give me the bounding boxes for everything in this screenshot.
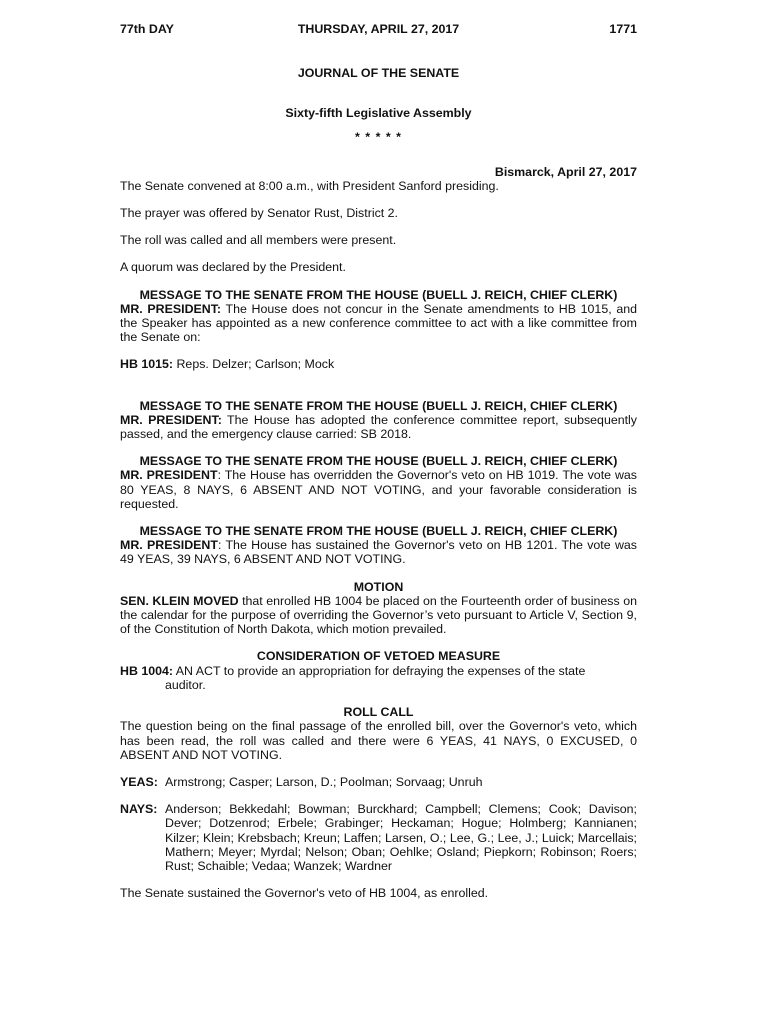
message-lead: MR. PRESIDENT (120, 468, 218, 483)
page-number: 1771 (609, 22, 637, 36)
motion-lead: SEN. KLEIN MOVED (120, 593, 239, 608)
message-lead: MR. PRESIDENT: (120, 301, 222, 316)
message-heading: MESSAGE TO THE SENATE FROM THE HOUSE (BUELL J. REICH, CHIEF CLERK) (139, 398, 618, 413)
running-header (120, 22, 637, 38)
message-text: : The House has sustained the Governor's veto on HB 1201. The vote was 49 YEAS, 39 NAYS, 6 ABSENT AND NOT VOTING. (120, 538, 637, 567)
vetoed-bill-title-continued: auditor. (165, 677, 206, 692)
assembly-name: Sixty-fifth Legislative Assembly (285, 106, 472, 121)
prayer-statement: The prayer was offered by Senator Rust, District 2. (120, 206, 398, 221)
conference-bill-label: HB 1015: (120, 357, 174, 372)
yeas-list (120, 775, 637, 789)
section-separator: * * * * * (355, 130, 402, 145)
closing-statement: The Senate sustained the Governor's veto of HB 1004, as enrolled. (120, 886, 489, 901)
message-text: : The House has overridden the Governor's veto on HB 1019. The vote was 80 YEAS, 8 NAYS, 6 ABSENT AND NOT VOTING, and your favorable consideration is requested. (120, 468, 637, 511)
legislative-day: 77th DAY (120, 22, 174, 36)
vetoed-measure-body (120, 664, 637, 692)
conference-members: Reps. Delzer; Carlson; Mock (173, 357, 335, 372)
roll-call-heading: ROLL CALL (343, 705, 414, 720)
vetoed-measure-heading: CONSIDERATION OF VETOED MEASURE (256, 649, 501, 664)
header-date: THURSDAY, APRIL 27, 2017 (297, 22, 460, 36)
roll-statement: The roll was called and all members were present. (120, 233, 397, 248)
motion-body (120, 594, 637, 637)
message-text: The House does not concur in the Senate amendments to HB 1015, and the Speaker has appointed as a new conference committee to act with a like committee from the Senate on: (120, 301, 637, 345)
message-lead: MR. PRESIDENT: (120, 412, 222, 427)
message-lead: MR. PRESIDENT (120, 538, 218, 553)
journal-title: JOURNAL OF THE SENATE (297, 66, 460, 80)
yeas-names: Armstrong; Casper; Larson, D.; Poolman; Sorvaag; Unruh (165, 774, 483, 789)
journal-page (120, 22, 637, 900)
roll-call-text: The question being on the final passage of the enrolled bill, over the Governor's veto, which has been read, the roll was called and there were 6 YEAS, 41 NAYS, 0 EXCUSED, 0 ABSENT AND NOT VOTING. (120, 719, 637, 762)
motion-text: that enrolled HB 1004 be placed on the Fourteenth order of business on the calendar for the purpose of overriding the Governor’s veto pursuant to Article V, Section 9, of the Constitution of North Dakota, which motion prevailed. (120, 593, 637, 637)
location-date: Bismarck, April 27, 2017 (494, 164, 637, 179)
nays-list (120, 802, 637, 873)
message-heading: MESSAGE TO THE SENATE FROM THE HOUSE (BUELL J. REICH, CHIEF CLERK) (139, 524, 618, 539)
message-body (120, 538, 637, 566)
message-body (120, 413, 637, 441)
nays-label: NAYS: (120, 802, 158, 817)
nays-names: Anderson; Bekkedahl; Bowman; Burckhard; Campbell; Clemens; Cook; Davison; Dever; Dotzenrod; Erbele; Grabinger; Heckaman; Hogue; Holmberg; Kannianen; Kilzer; Klein; Krebsbach; Kreun; Laffen; Larsen, O.; Lee, G.; Lee, J.; Luick; Marcellais; Mathern; Meyer; Myrdal; Nelson; Oban; Oehlke; Osland; Piepkorn; Robinson; Roers; Rust; Schaible; Vedaa; Wanzek; Wardner (165, 802, 637, 873)
message-body (120, 302, 637, 345)
vetoed-bill-label: HB 1004: (120, 663, 174, 678)
yeas-label: YEAS: (120, 774, 158, 789)
message-text: The House has adopted the conference committee report, subsequently passed, and the emergency clause carried: SB 2018. (120, 412, 638, 442)
convened-statement: The Senate convened at 8:00 a.m., with President Sanford presiding. (120, 178, 499, 193)
message-heading: MESSAGE TO THE SENATE FROM THE HOUSE (BUELL J. REICH, CHIEF CLERK) (139, 287, 618, 302)
vetoed-bill-title: AN ACT to provide an appropriation for defraying the expenses of the state (173, 663, 586, 678)
conference-committee (120, 357, 637, 371)
quorum-statement: A quorum was declared by the President. (120, 260, 346, 275)
motion-heading: MOTION (353, 579, 404, 594)
message-heading: MESSAGE TO THE SENATE FROM THE HOUSE (BUELL J. REICH, CHIEF CLERK) (139, 454, 618, 469)
message-body (120, 468, 637, 511)
